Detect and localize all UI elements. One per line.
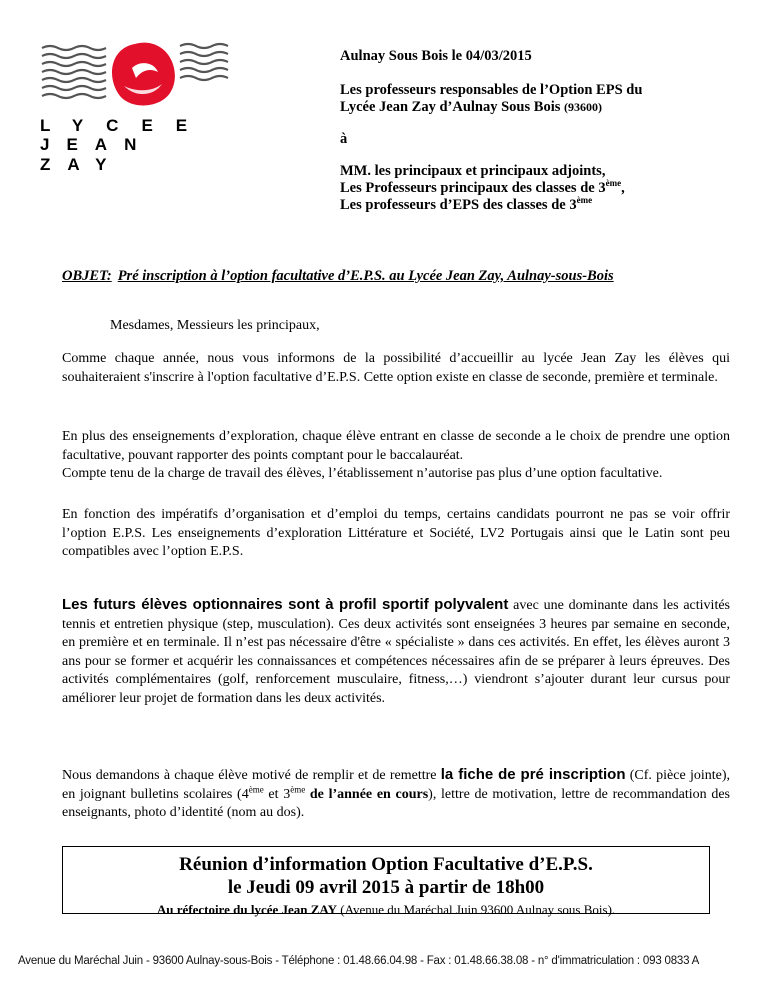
- letter-header: [340, 48, 740, 214]
- meeting-location: Au réfectoire du lycée Jean ZAY (Avenue du Maréchal Juin 93600 Aulnay sous Bois).: [156, 902, 616, 917]
- paragraph-5: Nous demandons à chaque élève motivé de remplir et de remettre la fiche de pré inscription (Cf. pièce jointe), en joignant bulletins scolaires (4ème et 3ème de l’année en cours), lettre de motivation, lettre de recommandation des enseignants, photo d’identité (nom au dos).: [62, 766, 730, 820]
- logo-word-jean-zay: JEAN ZAY: [40, 135, 154, 174]
- subject-prefix: OBJET:: [62, 268, 112, 284]
- logo-emblem-icon: [40, 38, 240, 114]
- subject-line: [62, 268, 614, 285]
- recipient-line-3: Les professeurs d’EPS des classes de 3ème: [340, 195, 593, 213]
- recipient-line-1: MM. les principaux et principaux adjoints,: [340, 163, 606, 179]
- letter-date: Aulnay Sous Bois le 04/03/2015: [340, 48, 532, 64]
- paragraph-1: Comme chaque année, nous vous informons de la possibilité d’accueillir au lycée Jean Zay les élèves qui souhaiteraient s'inscrire à l'option facultative d’E.P.S. Cette option existe en classe de seconde, première et terminale.: [62, 351, 730, 385]
- meeting-title: Réunion d’information Option Facultative d’E.P.S.: [179, 854, 593, 875]
- paragraph-2-part-b: Compte tenu de la charge de travail des élèves, l’établissement n’autorise pas plus d’une option facultative.: [62, 466, 663, 481]
- school-logo: [40, 38, 240, 174]
- sender-line-2: Lycée Jean Zay d’Aulnay Sous Bois (93600): [340, 99, 602, 115]
- sender-postcode: (93600): [564, 100, 602, 114]
- form-highlight: la fiche de pré inscription: [440, 766, 626, 783]
- letter-footer: Avenue du Maréchal Juin - 93600 Aulnay-sous-Bois - Téléphone : 01.48.66.04.98 - Fax : 01.48.66.38.08 - n° d'immatriculation : 093 0833 A: [18, 955, 700, 967]
- logo-word-lycee: LYCEE: [40, 116, 211, 135]
- paragraph-2: [62, 428, 730, 484]
- paragraph-2-part-a: En plus des enseignements d’exploration, chaque élève entrant en classe de seconde a le choix de prendre une option facultative, pouvant rapporter des points comptant pour le baccalauréat.: [62, 429, 730, 463]
- paragraph-4: Les futurs élèves optionnaires sont à profil sportif polyvalent avec une dominante dans les activités tennis et entretien physique (step, musculation). Ces deux activités sont enseignées 3 heures par semaine en seconde, en première et en terminale. Il n’est pas nécessaire d'être « spécialiste » dans ces activités. En effet, les élèves auront 3 ans pour se former et acquérir les connaissances et compétences nécessaires afin de se préparer à leurs épreuves. Des activités complémentaires (golf, renforcement musculaire, fitness,…) viendront s’ajouter durant leur cursus pour améliorer leur projet de formation dans les deux activités.: [62, 596, 730, 706]
- recipient-line-2: Les Professeurs principaux des classes de 3ème,: [340, 178, 625, 196]
- meeting-info-box: [62, 846, 710, 917]
- sender-line-1: Les professeurs responsables de l’Option EPS du: [340, 82, 643, 98]
- salutation: Mesdames, Messieurs les principaux,: [110, 318, 320, 333]
- profile-highlight: Les futurs élèves optionnaires sont à profil sportif polyvalent: [62, 596, 509, 613]
- recipient-marker: à: [340, 131, 348, 147]
- subject-text: Pré inscription à l’option facultative d’E.P.S. au Lycée Jean Zay, Aulnay-sous-Bois: [117, 268, 614, 284]
- paragraph-3: En fonction des impératifs d’organisation et d’emploi du temps, certains candidats pourront ne pas se voir offrir l’option E.P.S. Les enseignements d’exploration Littérature et Société, LV2 Portugais ainsi que le Latin sont peu compatibles avec l’option E.P.S.: [62, 507, 730, 559]
- meeting-date: le Jeudi 09 avril 2015 à partir de 18h00: [227, 877, 545, 898]
